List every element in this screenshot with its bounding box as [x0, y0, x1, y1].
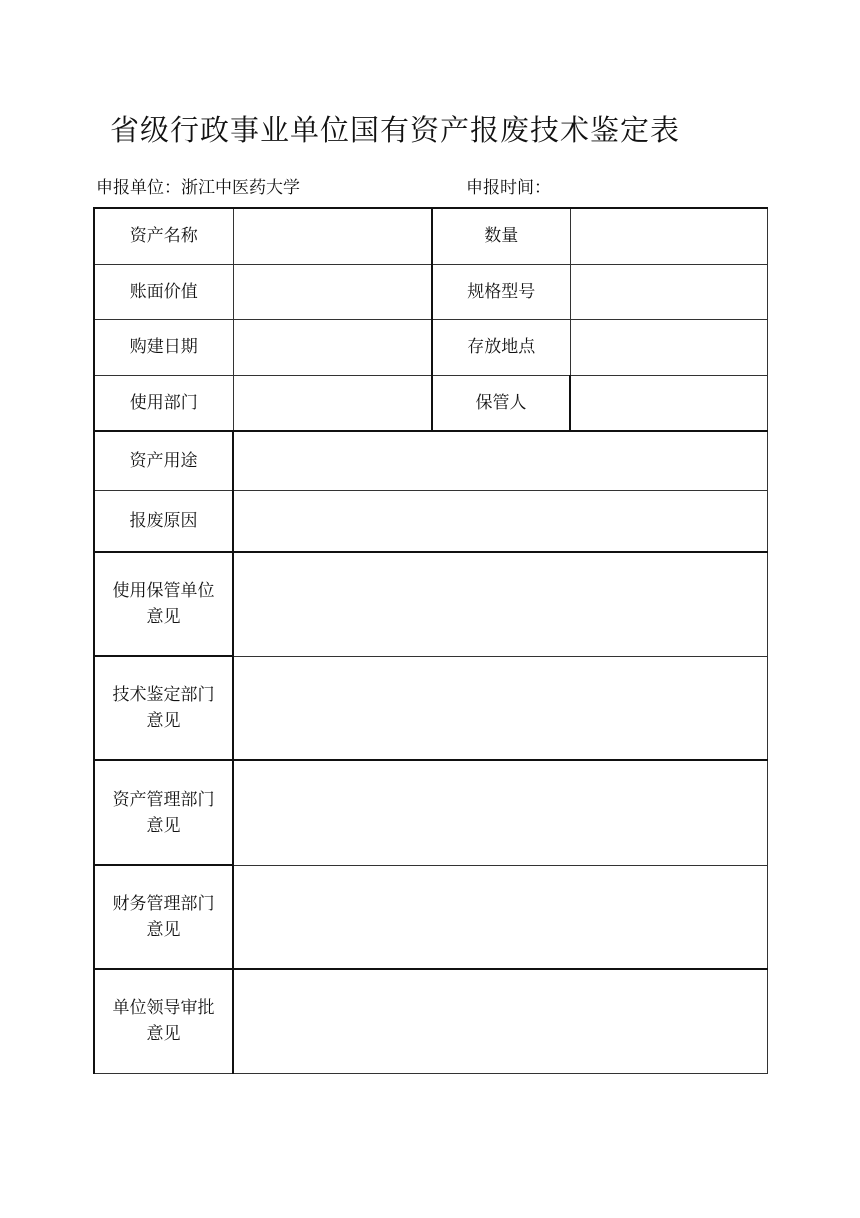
label-location: 存放地点 [432, 319, 570, 375]
label-department: 使用部门 [94, 375, 233, 431]
input-purchase-date[interactable] [233, 319, 432, 375]
input-custodian-opinion[interactable] [233, 552, 767, 656]
input-keeper[interactable] [570, 375, 767, 431]
input-finance-opinion[interactable] [233, 865, 767, 969]
label-asset-name: 资产名称 [94, 208, 233, 264]
opinion-label-line2: 意见 [146, 711, 181, 731]
input-model[interactable] [570, 264, 767, 319]
input-reason[interactable] [233, 490, 767, 552]
label-leader-opinion [94, 969, 233, 1073]
input-tech-opinion[interactable] [233, 656, 767, 760]
label-reason: 报废原因 [94, 490, 233, 552]
application-time: 申报时间： [466, 178, 551, 198]
input-book-value[interactable] [233, 264, 432, 319]
input-usage[interactable] [233, 431, 767, 490]
form-row [94, 656, 767, 760]
label-asset-mgmt-opinion [94, 760, 233, 865]
form-row [94, 865, 767, 969]
opinion-label-line1: 技术鉴定部门 [112, 685, 215, 705]
opinion-label-line2: 意见 [146, 1024, 181, 1045]
applicant-unit: 申报单位：浙江中医药大学 [96, 178, 300, 198]
form-row [94, 490, 767, 552]
form-row [94, 375, 767, 431]
document-title: 省级行政事业单位国有资产报废技术鉴定表 [109, 113, 680, 147]
label-keeper: 保管人 [432, 375, 570, 431]
input-location[interactable] [570, 319, 767, 375]
form-row [94, 969, 767, 1073]
label-tech-opinion [94, 656, 233, 760]
opinion-label-line1: 单位领导审批 [112, 998, 215, 1019]
form-row [94, 431, 767, 490]
form-row [94, 208, 767, 264]
opinion-label-line2: 意见 [146, 815, 181, 836]
input-asset-name[interactable] [233, 208, 432, 264]
asset-disposal-form [93, 207, 768, 1074]
form-row [94, 552, 767, 656]
label-custodian-opinion [94, 552, 233, 656]
input-asset-mgmt-opinion[interactable] [233, 760, 767, 865]
label-model: 规格型号 [432, 264, 570, 319]
form-row [94, 264, 767, 319]
opinion-label-line2: 意见 [146, 920, 181, 940]
opinion-label-line1: 使用保管单位 [112, 581, 215, 601]
input-quantity[interactable] [570, 208, 767, 264]
input-leader-opinion[interactable] [233, 969, 767, 1073]
opinion-label-line2: 意见 [146, 607, 181, 627]
form-row [94, 760, 767, 865]
label-purchase-date: 购建日期 [94, 319, 233, 375]
label-finance-opinion [94, 865, 233, 969]
opinion-label-line1: 资产管理部门 [112, 789, 215, 810]
input-department[interactable] [233, 375, 432, 431]
label-quantity: 数量 [432, 208, 570, 264]
label-usage: 资产用途 [94, 431, 233, 490]
opinion-label-line1: 财务管理部门 [112, 894, 215, 914]
form-row [94, 319, 767, 375]
label-book-value: 账面价值 [94, 264, 233, 319]
